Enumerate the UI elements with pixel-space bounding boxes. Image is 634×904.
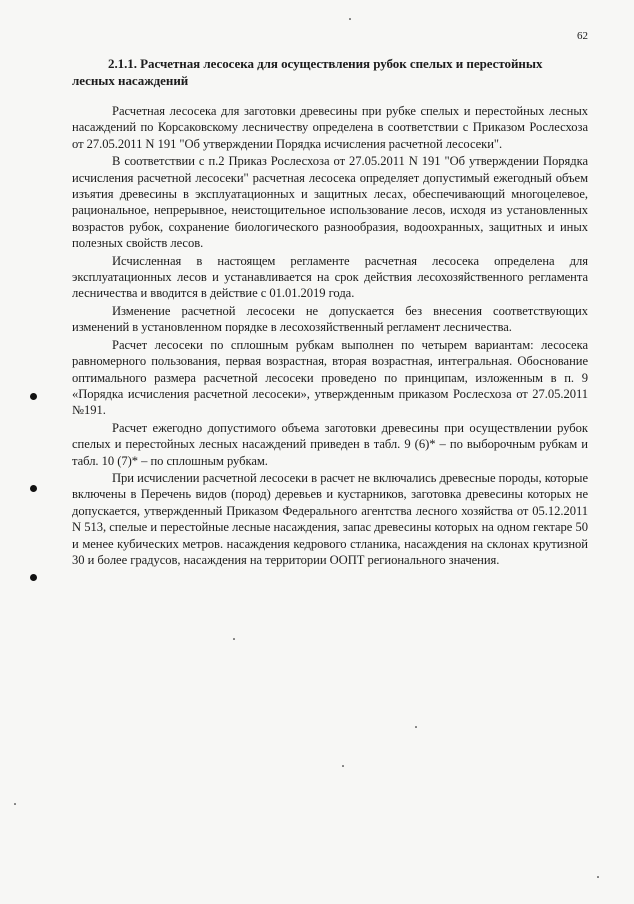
punch-hole-top (30, 393, 37, 400)
paragraph-3: Исчисленная в настоящем регламенте расчетная лесосека определена для эксплуатационных лесов и устанавливается на срок действия лесохозяйственного регламента лесничества и вводится в действие с 01.01.2019 года. (72, 253, 588, 301)
scan-speck (597, 876, 599, 878)
paragraph-2: В соответствии с п.2 Приказ Рослесхоза от 27.05.2011 N 191 "Об утверждении Порядка исчисления расчетной лесосеки" расчетная лесосека определяет допустимый ежегодный объем изъятия древесины в эксплуатационных и защитных лесах, обеспечивающий многоцелевое, рациональное, непрерывное, неистощительное использование лесов, исходя из установленных возрастов рубок, сохранение биологического разнообразия, водоохранных, защитных и иных полезных свойств лесов. (72, 154, 588, 251)
scan-speck (14, 803, 16, 805)
scan-speck (415, 726, 417, 728)
scan-speck (342, 765, 344, 767)
punch-hole-bottom (30, 574, 37, 581)
scan-speck (349, 18, 351, 20)
punch-hole-middle (30, 485, 37, 492)
paragraph-7: При исчислении расчетной лесосеки в расчет не включались древесные породы, которые включены в Перечень видов (пород) деревьев и кустарников, заготовка древесины которых не допускается, утвержденный Приказом Федерального агентства лесного хозяйства от 05.12.2011 N 513, спелые и перестойные лесные насаждения, запас древесины которых на одном гектаре 50 и менее кубических метров. насаждения кедрового стланика, насаждения на склонах крутизной 30 и более градусов, насаждения на территории ООПТ регионального значения. (72, 470, 588, 567)
paragraph-4: Изменение расчетной лесосеки не допускается без внесения соответствующих изменений в установленном порядке в лесохозяйственный регламент лесничества. (72, 303, 588, 335)
document-body (72, 55, 588, 569)
paragraph-1: Расчетная лесосека для заготовки древесины при рубке спелых и перестойных лесных насаждений по Корсаковскому лесничеству определена в соответствии с Приказом Рослесхоза от 27.05.2011 N 191 "Об утверждении Порядка исчисления расчетной лесосеки". (72, 104, 588, 151)
page-number: 62 (577, 30, 588, 42)
paragraph-6: Расчет ежегодно допустимого объема заготовки древесины при осуществлении рубок спелых и перестойных лесных насаждений приведен в табл. 9 (6)* – по выборочным рубкам и табл. 10 (7)* – по сплошным рубкам. (72, 420, 588, 468)
section-title: 2.1.1. Расчетная лесосека для осуществления рубок спелых и перестойных лесных насаждений (72, 56, 543, 88)
paragraph-5: Расчет лесосеки по сплошным рубкам выполнен по четырем вариантам: лесосека равномерного пользования, первая возрастная, вторая возрастная, интегральная. Обоснование оптимального размера расчетной лесосеки проведено по принципам, изложенным в п. 9 «Порядка исчисления расчетной лесосеки», утвержденным приказом Рослесхоза от 27.05.2011 №191. (72, 337, 588, 418)
scan-speck (233, 638, 235, 640)
